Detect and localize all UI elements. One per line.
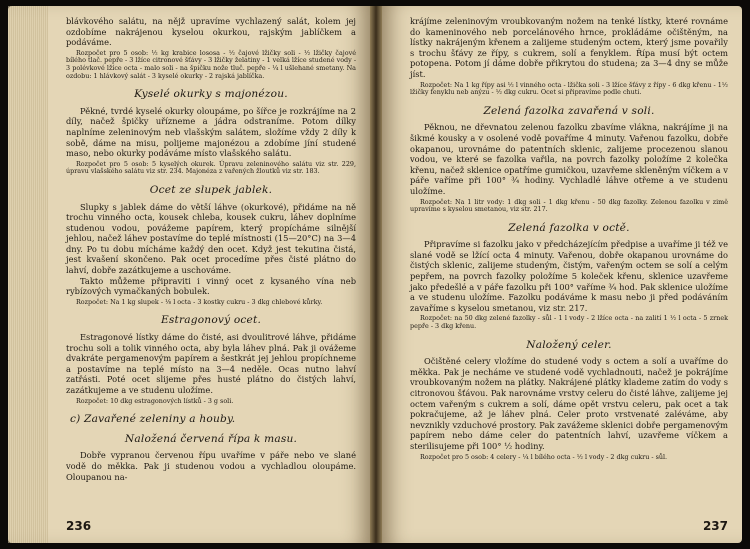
page-number-left: 236 (66, 519, 92, 533)
recipe-heading-fazolka-v-octe: Zelená fazolka v octě. (508, 221, 630, 234)
recipe-budget-kysele-okurky: Rozpočet pro 5 osob: 5 kyselých okurek. Úpravu zeleninového salátu viz str. 229, úpravu vlašského salátu viz str. 234. Majonéza z vařených žloutků viz str. 183. (66, 159, 356, 176)
recipe-heading-nalozeny-celer: Naložený celer. (526, 338, 612, 351)
recipe-text-ocet-slupky-note: Takto můžeme připraviti i vinný ocet z kysaného vína neb rybízových vymačkaných bobulek. (66, 275, 356, 297)
recipe-text-ocet-slupky: Slupky s jablek dáme do větší láhve (okurkové), přidáme na ně trochu vinného octa, kousek chleba, kousek cukru, láhev doplníme studenou vodou, povážeme papírem, který propícháme silnější jehlou, načež láhev postavíme do teplé místnosti (15—20°C) na 3—4 dny. Po tu dobu mícháme každý den ocet. Když jest tekutina čistá, jest kvašení skončeno. Pak ocet procedíme přes čisté plátno do lahví, dobře zazátkujeme a uschováme. (66, 201, 356, 276)
recipe-text-kysele-okurky: Pěkné, tvrdé kyselé okurky oloupáme, po šířce je rozkrájíme na 2 díly, načež špičky uřízneme a jádra odstraníme. Potom dílky naplníme zeleninovým neb vlašským salátem, složíme vždy 2 díly k sobě, dáme na misu, polijeme majonézou a zdobíme jíní studené maso, nebo okurky podáváme místo vlašského salátu. (66, 105, 356, 159)
book-right-page (382, 6, 742, 543)
recipe-budget-fazolka-v-soli: Rozpočet: Na 1 litr vody: 1 dkg soli - 1 dkg křenu - 50 dkg fazolky. Zelenou fazolku v zimě upravíme s kyselou smetanou, viz str. 217. (410, 197, 728, 214)
book-left-page (8, 6, 370, 543)
recipe-text-fazolka-v-octe: Připravíme si fazolku jako v předcházejícím předpise a uvaříme ji též ve slané vodě se lžící octa 4 minuty. Vařenou, dobře okapanou urovnáme do čistých sklenic, zalijeme studeným, čistým, vařeným octem se solí a celým pepřem, na povrch fazolky položíme 5 koleček křenu, sklenice uzavřeme jako předešlé a v páře fazolku při 100° vaříme ¾ hod. Pak sklenice uložíme a ve studenu uložíme. Fazolku podáváme k masu nebo ji před podáváním zavaříme s kyselou smetanou, viz str. 217. (410, 239, 728, 313)
left-page-text (66, 16, 356, 482)
recipe-heading-estragonovy-ocet: Estragonový ocet. (160, 314, 262, 327)
recipe-budget-ocet-slupky: Rozpočet: Na 1 kg slupek - ⅛ l octa - 3 kostky cukru - 3 dkg chlebové kůrky. (76, 297, 323, 306)
recipe-text-fazolka-v-soli: Pěknou, ne dřevnatou zelenou fazolku zbavíme vlákna, nakrájíme ji na šikmé kousky a v osolené vodě povaříme 4 minuty. Vařenou fazolku, dobře okapanou, urovnáme do patentních sklenic, zalijeme procezenou slanou vodou, ve které se fazolka vařila, na povrch fazolky položíme 2 kolečka křenu, načež sklenice opatříme gumičkou, uzavřeme skleněným víčkem a v páře vaříme při 100° ¾ hodiny. Vychladlé láhve otřeme a ve studenu uložíme. (410, 122, 728, 196)
page-number-right: 237 (702, 519, 728, 533)
right-intro-budget: Rozpočet: Na 1 kg řípy asi ½ l vinného octa - lžička soli - 3 lžíce šťávy z řípy - 6 dkg křenu - 1½ lžičky fenyklu neb anýzu - ½ dkg cukru. Ocet si připravíme podle chuti. (410, 80, 728, 97)
recipe-budget-fazolka-v-octe: Rozpočet: na 50 dkg zelené fazolky - sůl - 1 l vody - 2 lžíce octa - na zalití 1 ½ l octa - 5 zrnek pepře - 3 dkg křenu. (410, 314, 728, 331)
page-edge-shading (8, 6, 48, 543)
recipe-text-nalozeny-celer: Očištěné celery vložíme do studené vody s octem a solí a uvaříme do měkka. Pak je necháme ve studené vodě vychladnouti, načež je pokrájíme vroubkovaným nožem na plátky. Nakrájené plátky klademe zatím do vody s citronovou šťávou. Pak narovnáme vrstvy celeru do čisté láhve, zalijeme jej octem vařeným s cukrem a solí, dáme opět vrstvu celeru, pak ocet a tak pokračujeme, až je láhev plná. Celer proto vrstvenaté zaléváme, aby nevznikly vzduchové prostory. Pak zavážeme sklenici dobře pergamenovým papírem nebo dáme celer do patentních lahví, uzavřeme víčkem a sterilisujeme při 100° ½ hodiny. (410, 356, 728, 451)
recipe-text-cervena-ripa: Dobře vypranou červenou řípu uvaříme v páře nebo ve slané vodě do měkka. Pak ji studenou vodou a vychladlou oloupáme. Oloupanou na- (66, 450, 356, 482)
right-page-text (410, 16, 728, 461)
recipe-budget-nalozeny-celer: Rozpočet pro 5 osob: 4 celery - ¼ l bílého octa - ½ l vody - 2 dkg cukru - sůl. (420, 452, 668, 461)
recipe-heading-ocet-slupky: Ocet ze slupek jablek. (149, 183, 273, 196)
right-intro-paragraph: krájíme zeleninovým vroubkovaným nožem na tenké lístky, které rovnáme do kameninového neb porcelánového hrnce, prokládáme očištěným, na lístky nakrájeným křenem a zalijeme studeným octem, který jsme povařily s trochu šťávy ze řípy, s cukrem, solí a fenyklem. Řípa musí být octem potopena. Potom jí dáme dobře přikrytou do studena; za 3—4 dny se může jíst. (410, 16, 728, 79)
recipe-heading-kysele-okurky: Kyselé okurky s majonézou. (134, 88, 288, 101)
section-heading-zavarene-zeleniny: c) Zavařené zeleniny a houby. (70, 413, 236, 426)
recipe-budget-estragonovy-ocet: Rozpočet: 10 dkg estragonových lístků - 3 g soli. (76, 396, 234, 405)
recipe-text-estragonovy-ocet: Estragonové lístky dáme do čisté, asi dvoulitrové láhve, přidáme trochu soli a tolik vinného octa, aby byla láhev plná. Pak ji ovážeme dvakráte pergamenovým papírem a šestkrát jej jehlou propíchneme a postavíme na teplé místo na 3—4 neděle. Ocas nutno lahví zatřásti. Poté ocet slijeme přes husté plátno do čistých lahví, zazátkujeme a ve studenu uložíme. (66, 332, 356, 395)
recipe-heading-fazolka-v-soli: Zelená fazolka zavařená v soli. (483, 104, 655, 117)
left-intro-budget: Rozpočet pro 5 osob: ½ kg krabice lososa - ½ čajové lžičky soli - ½ lžičky čajové bílého tlač. pepře - 3 lžíce citronové šťávy - 3 lžičky želatiny - 1 velká lžíce studené vody - 3 polévkové lžíce octa - malo soli - na špičku nože tluč. pepře - ¼ l ušlehané smetany. Na ozdobu: 1 hlávkový salát - 3 kyselé okurky - 2 rajská jablíčka. (66, 48, 356, 80)
left-intro-paragraph: blávkového salátu, na nějž upravíme vychlazený salát, kolem jej ozdobíme nakrájenou kyselou okurkou, rajským jablíčkem a podáváme. (66, 16, 356, 48)
book-gutter (370, 6, 382, 543)
recipe-heading-cervena-ripa: Naložená červená řípa k masu. (124, 432, 298, 445)
